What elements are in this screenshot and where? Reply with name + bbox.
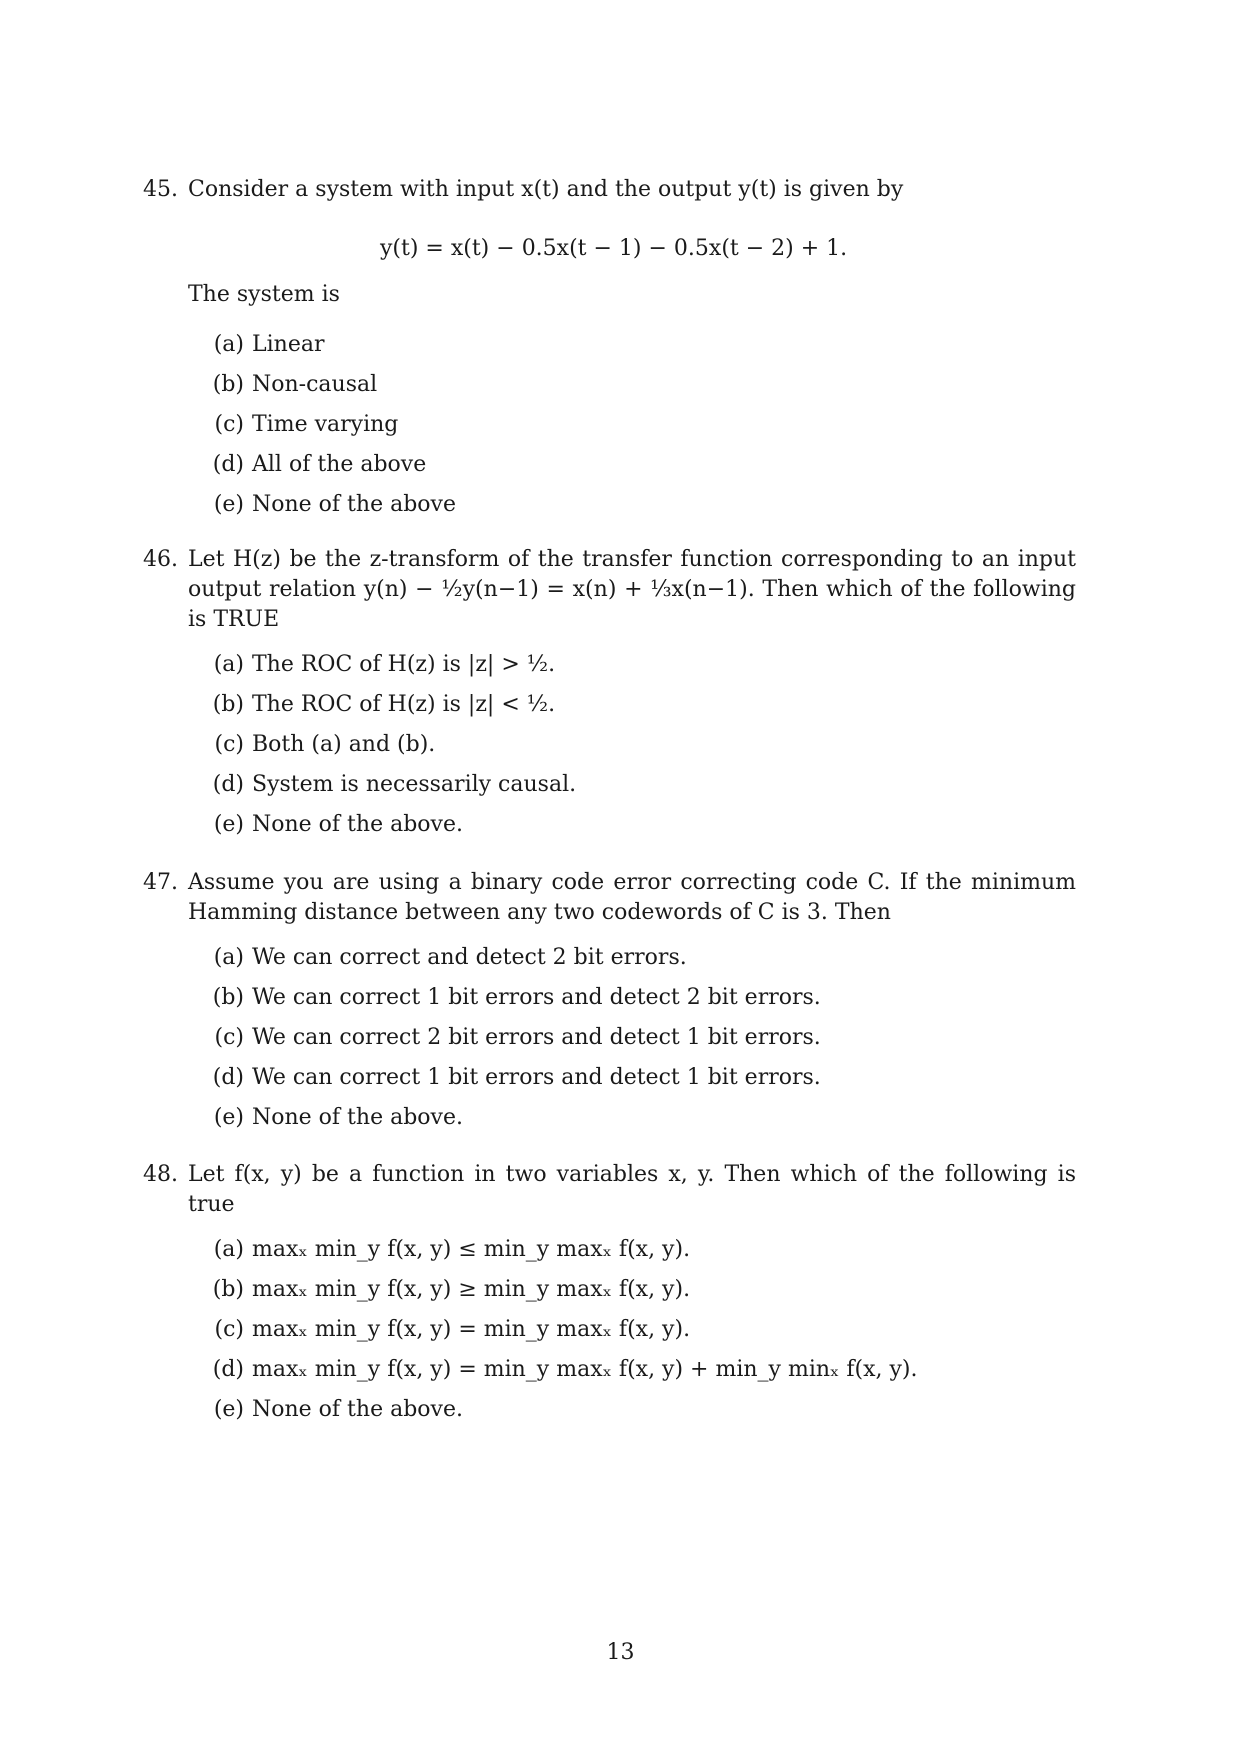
option-text: Time varying [252,412,399,437]
option-label: (d) [212,772,244,797]
option-c [198,1315,690,1345]
option-text: maxₓ min_y f(x, y) ≥ min_y maxₓ f(x, y). [252,1277,691,1302]
option-d [198,1063,821,1093]
option-label: (d) [212,1065,244,1090]
equation: y(t) = x(t) − 0.5x(t − 1) − 0.5x(t − 2) + 1. [380,236,848,261]
option-c [198,410,398,440]
question-lead-text: The system is [188,282,340,307]
option-b [198,370,377,400]
option-a [198,650,555,680]
option-d [198,1355,917,1385]
question-number: 45. [143,177,178,202]
option-label: (c) [214,1025,244,1050]
question-text: Consider a system with input x(t) and the output y(t) is given by [188,177,904,202]
option-text: We can correct 1 bit errors and detect 2 bit errors. [252,985,821,1010]
option-text: None of the above. [252,812,463,837]
option-label: (b) [212,985,244,1010]
option-label: (c) [214,732,244,757]
option-c [198,730,435,760]
question-number: 46. [143,547,178,572]
option-text: None of the above [252,492,456,517]
question-number: 47. [143,870,178,895]
option-text: We can correct 1 bit errors and detect 1 bit errors. [252,1065,821,1090]
option-c [198,1023,821,1053]
option-e [198,490,456,520]
option-d [198,450,426,480]
option-text: We can correct and detect 2 bit errors. [252,945,687,970]
option-text: maxₓ min_y f(x, y) = min_y maxₓ f(x, y) + min_y minₓ f(x, y). [252,1357,918,1382]
option-text: The ROC of H(z) is |z| < ½. [252,692,556,717]
option-text: Both (a) and (b). [252,732,436,757]
option-d [198,770,576,800]
option-label: (c) [214,1317,244,1342]
option-text: Non-causal [252,372,378,397]
option-label: (b) [212,692,244,717]
option-label: (e) [213,1105,244,1130]
option-label: (e) [213,812,244,837]
option-text: maxₓ min_y f(x, y) ≤ min_y maxₓ f(x, y). [252,1237,691,1262]
option-b [198,690,555,720]
option-e [198,810,463,840]
option-label: (a) [213,652,244,677]
option-label: (a) [213,945,244,970]
option-e [198,1395,463,1425]
option-text: None of the above. [252,1105,463,1130]
option-e [198,1103,463,1133]
option-label: (e) [213,492,244,517]
option-text: System is necessarily causal. [252,772,577,797]
option-label: (b) [212,1277,244,1302]
question-number: 48. [143,1162,178,1187]
option-text: We can correct 2 bit errors and detect 1 bit errors. [252,1025,821,1050]
option-b [198,1275,690,1305]
option-text: All of the above [252,452,427,477]
option-label: (a) [213,332,244,357]
option-a [198,1235,690,1265]
option-label: (c) [214,412,244,437]
option-label: (d) [212,452,244,477]
page-number: 13 [606,1640,635,1665]
option-a [198,943,687,973]
option-text: None of the above. [252,1397,463,1422]
option-label: (b) [212,372,244,397]
option-text: Linear [252,332,325,357]
option-label: (a) [213,1237,244,1262]
option-label: (e) [213,1397,244,1422]
question-text: Let H(z) be the z-transform of the transfer function corresponding to an input output relation y(n) − ½y(n−1) = x(n) + ⅓x(n−1). Then which of the following is TRUE [188,547,1076,632]
option-text: The ROC of H(z) is |z| > ½. [252,652,556,677]
option-a [198,330,324,360]
option-b [198,983,821,1013]
option-text: maxₓ min_y f(x, y) = min_y maxₓ f(x, y). [252,1317,691,1342]
option-label: (d) [212,1357,244,1382]
question-text: Let f(x, y) be a function in two variables x, y. Then which of the following is true [188,1162,1076,1217]
question-text: Assume you are using a binary code error correcting code C. If the minimum Hamming distance between any two codewords of C is 3. Then [188,870,1076,925]
